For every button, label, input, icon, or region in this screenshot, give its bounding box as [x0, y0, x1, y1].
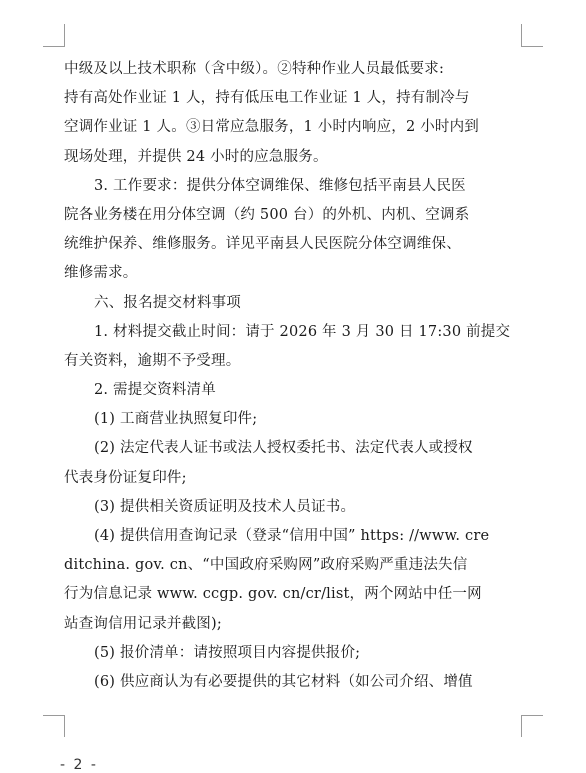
text-line: (3) 提供相关资质证明及技术人员证书。	[94, 498, 356, 515]
text-line: 2. 需提交资料清单	[94, 382, 216, 399]
text-line: ditchina. gov. cn、“中国政府采购网”政府采购严重违法失信	[64, 557, 468, 574]
text-line: (6) 供应商认为有必要提供的其它材料（如公司介绍、增值	[94, 673, 473, 690]
text-line: 代表身份证复印件;	[64, 469, 187, 486]
crop-mark-top-right-horizontal	[521, 46, 543, 47]
text-line: 维修需求。	[64, 265, 138, 282]
text-line: 3. 工作要求：提供分体空调维保、维修包括平南县人民医	[94, 177, 466, 194]
text-line: 1. 材料提交截止时间：请于 2026 年 3 月 30 日 17:30 前提交	[94, 323, 511, 340]
crop-mark-bottom-left-vertical	[64, 715, 65, 737]
crop-mark-top-left-vertical	[64, 24, 65, 46]
text-line: 行为信息记录 www. ccgp. gov. cn/cr/list，两个网站中任一网	[64, 586, 482, 603]
text-line: 统维护保养、维修服务。详见平南县人民医院分体空调维保、	[64, 236, 461, 253]
text-line: 中级及以上技术职称（含中级）。②特种作业人员最低要求:	[64, 61, 445, 77]
text-line: 现场处理，并提供 24 小时的应急服务。	[64, 148, 328, 165]
text-line: 有关资料，逾期不予受理。	[64, 352, 241, 369]
text-line: (5) 报价清单：请按照项目内容提供报价;	[94, 644, 361, 661]
text-line: 六、报名提交材料事项	[94, 294, 241, 311]
text-line: (1) 工商营业执照复印件;	[94, 411, 258, 428]
text-line: 持有高处作业证 1 人，持有低压电工作业证 1 人，持有制冷与	[64, 90, 470, 107]
crop-mark-bottom-right-vertical	[521, 715, 522, 737]
text-line: 空调作业证 1 人。③日常应急服务，1 小时内响应，2 小时内到	[64, 119, 480, 136]
text-line: 站查询信用记录并截图);	[64, 615, 222, 632]
text-line: (2) 法定代表人证书或法人授权委托书、法定代表人或授权	[94, 440, 473, 457]
body-text	[64, 55, 534, 697]
text-line: (4) 提供信用查询记录（登录“信用中国” https: //www. cre	[94, 528, 490, 544]
page-number: - 2 -	[60, 757, 98, 773]
crop-mark-bottom-right-horizontal	[521, 715, 543, 716]
crop-mark-bottom-left-horizontal	[43, 715, 65, 716]
crop-mark-top-right-vertical	[521, 24, 522, 46]
text-line: 院各业务楼在用分体空调（约 500 台）的外机、内机、空调系	[64, 206, 470, 223]
crop-mark-top-left-horizontal	[43, 46, 65, 47]
